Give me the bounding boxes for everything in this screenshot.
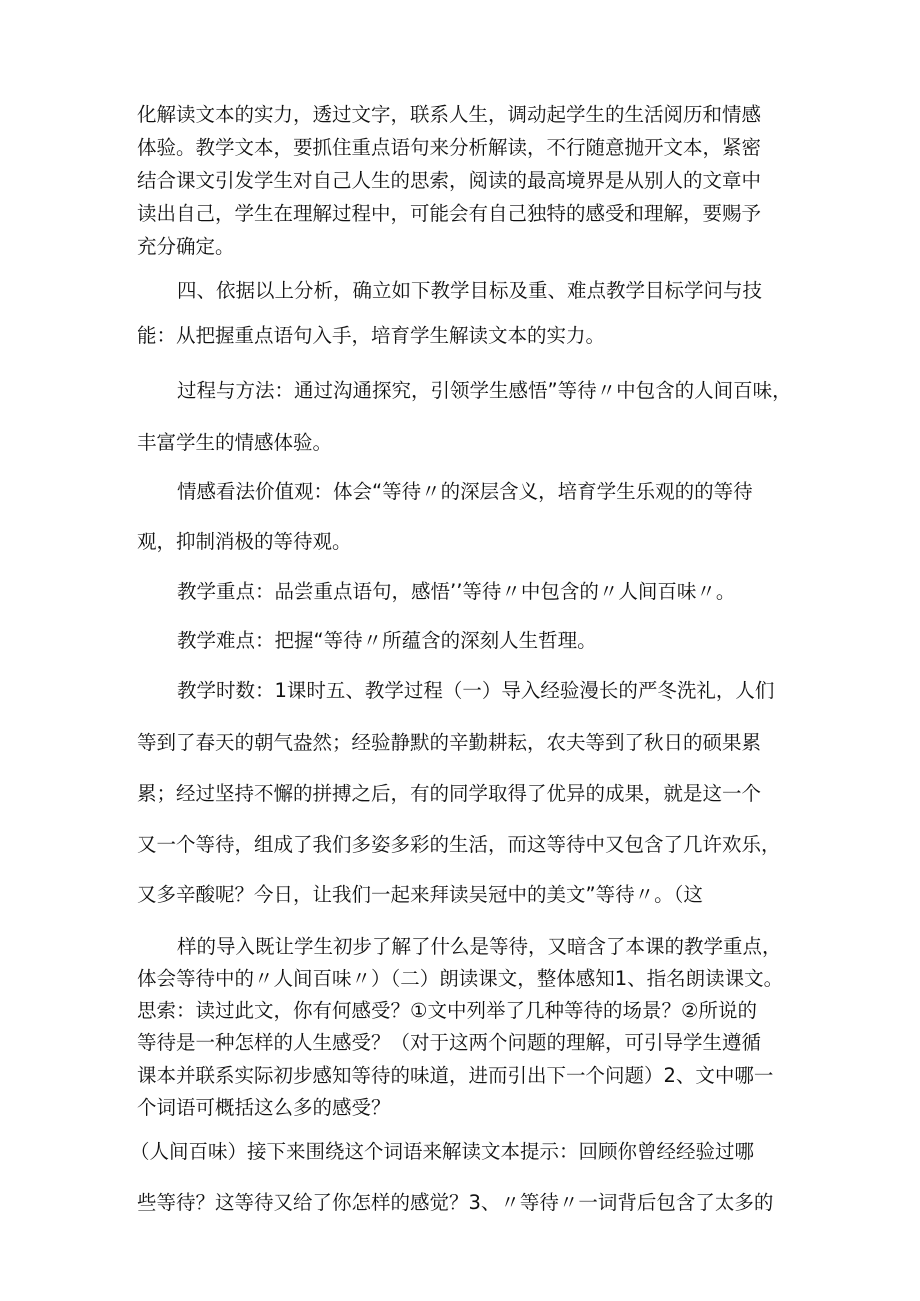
text-line: 四、依据以上分析，确立如下教学目标及重、难点教学目标学问与技	[177, 279, 763, 302]
text-line: 累；经过坚持不懈的拼搏之后，有的同学取得了优异的成果，就是这一个	[137, 782, 762, 805]
text-line: 能：从把握重点语句入手，培育学生解读文本的实力。	[137, 324, 606, 347]
text-line: 结合课文引发学生对自己人生的思索，阅读的最高境界是从别人的文章中	[137, 169, 762, 192]
text-line: 等到了春天的朝气盎然；经验静默的辛勤耕耘，农夫等到了秋日的硕果累	[137, 731, 762, 754]
text-line: 个词语可概括这么多的感受？	[137, 1096, 391, 1119]
text-line: 体会等待中的〃人间百味〃）（二）朗读课文，整体感知1、指名朗读课文。	[137, 967, 784, 990]
text-line: 思索：读过此文，你有何感受？①文中列举了几种等待的场景？②所说的	[137, 999, 757, 1022]
text-line: 读出自己，学生在理解过程中，可能会有自己独特的感受和理解，要赐予	[137, 202, 762, 225]
text-line: 教学难点：把握“等待〃所蕴含的深刻人生哲理。	[177, 629, 597, 652]
text-line: 些等待？这等待又给了你怎样的感觉？3、〃等待〃一词背后包含了太多的	[137, 1191, 774, 1214]
text-line: 化解读文本的实力，透过文字，联系人生，调动起学生的生活阅历和情感	[137, 103, 762, 126]
text-line: 观，抑制消极的等待观。	[137, 530, 352, 553]
text-line: 又一个等待，组成了我们多姿多彩的生活，而这等待中又包含了几许欢乐，	[137, 833, 781, 856]
text-line: 教学重点：品尝重点语句，感悟’’等待〃中包含的〃人间百味〃。	[177, 580, 736, 603]
text-line: 过程与方法：通过沟通探究，引领学生感悟”等待〃中包含的人间百味，	[177, 379, 792, 402]
text-line: 情感看法价值观：体会“等待〃的深层含义，培育学生乐观的的等待	[177, 480, 753, 503]
text-line: 样的导入既让学生初步了解了什么是等待，又暗含了本课的教学重点，	[177, 935, 782, 958]
text-line: 教学时数：1课时五、教学过程（一）导入经验漫长的严冬洗礼，人们	[177, 679, 775, 702]
text-line: （人间百味）接下来围绕这个词语来解读文本提示：回顾你曾经经验过哪	[130, 1140, 755, 1163]
text-line: 充分确定。	[137, 235, 235, 258]
text-line: 丰富学生的情感体验。	[137, 431, 333, 454]
text-line: 等待是一种怎样的人生感受？（对于这两个问题的理解，可引导学生遵循	[137, 1031, 762, 1054]
text-line: 课本并联系实际初步感知等待的味道，进而引出下一个问题）2、文中哪一	[137, 1064, 774, 1087]
text-line: 又多辛酸呢？今日，让我们一起来拜读吴冠中的美文”等待〃。（这	[137, 883, 703, 906]
text-line: 体验。教学文本，要抓住重点语句来分析解读，不行随意抛开文本，紧密	[137, 136, 762, 159]
